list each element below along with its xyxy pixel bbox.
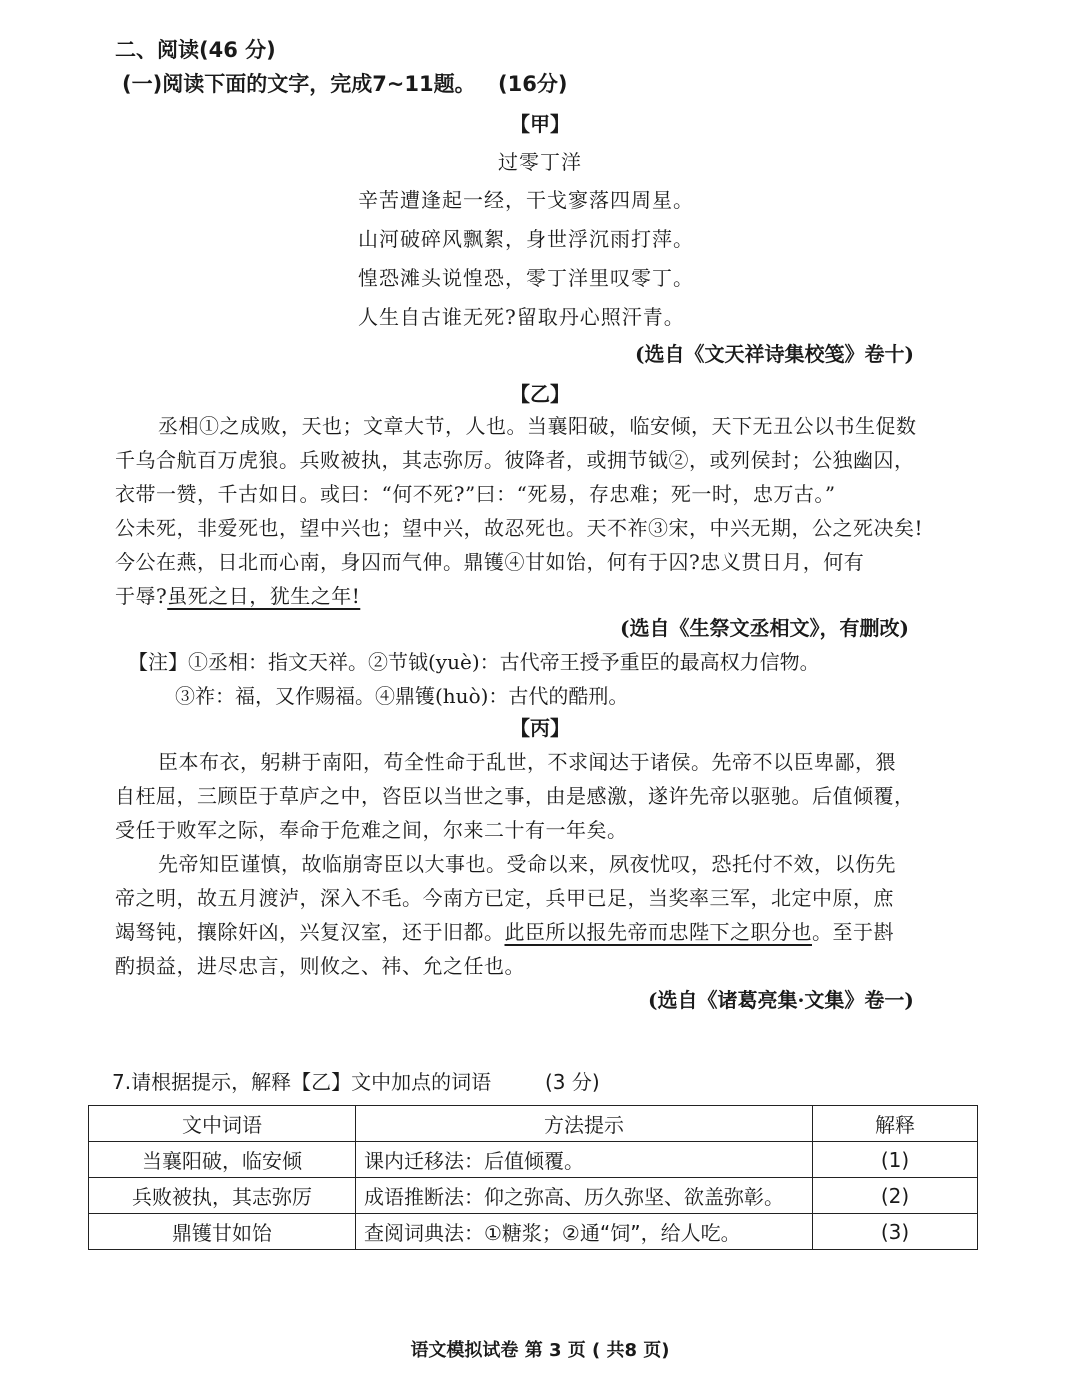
poem-line: 人生自古谁无死?留取丹心照汗青。 (358, 305, 685, 329)
table-cell-answer: (3) (813, 1214, 978, 1250)
yi-line: 公未死，非爱死也，望中兴也；望中兴，故忍死也。天不祚③宋，中兴无期，公之死决矣! (115, 516, 924, 540)
bing-line: 帝之明，故五月渡泸，深入不毛。今南方已定，兵甲已足，当奖率三军，北定中原，庶 (115, 886, 894, 910)
table-row (89, 1214, 978, 1250)
bing-line-6 (115, 916, 894, 945)
table-cell-hint: 课内迁移法：后值倾覆。 (356, 1142, 813, 1178)
yi-line: 今公在燕，日北而心南，身囚而气伸。鼎镬④甘如饴，何有于囚?忠义贯日月，何有 (115, 550, 865, 574)
yi-note-1: 【注】①丞相：指文天祥。②节钺(yuè)：古代帝王授予重臣的最高权力信物。 (128, 650, 820, 674)
bing-line6-underlined: 此臣所以报先帝而忠陛下之职分也 (504, 920, 812, 944)
table-cell-hint: 查阅词典法：①糖浆；②通“饲”，给人吃。 (356, 1214, 813, 1250)
table-cell-word: 鼎镬甘如饴 (89, 1214, 356, 1250)
table-header-row (89, 1106, 978, 1142)
bing-source: (选自《诸葛亮集·文集》卷一) (648, 988, 914, 1012)
question-7-score: (3 分) (545, 1070, 600, 1094)
question-7-text: 7.请根据提示，解释【乙】文中加点的词语 (112, 1070, 492, 1094)
yi-line: 千乌合航百万虎狼。兵败被执，其志弥厉。彼降者，或拥节钺②，或列侯封；公独幽囚， (115, 448, 915, 472)
bing-line: 先帝知臣谨慎，故临崩寄臣以大事也。受命以来，夙夜忧叹，恐托付不效，以伤先 (158, 852, 896, 876)
section-title: 二、阅读(46 分) (115, 38, 276, 62)
table-row (89, 1178, 978, 1214)
table-cell-answer: (2) (813, 1178, 978, 1214)
table-cell-hint: 成语推断法：仰之弥高、历久弥坚、欲盖弥彰。 (356, 1178, 813, 1214)
yi-note-2: ③祚：福，又作赐福。④鼎镬(huò)：古代的酷刑。 (175, 684, 629, 708)
yi-source: (选自《生祭文丞相文》，有删改) (620, 616, 909, 640)
jia-source: (选自《文天祥诗集校笺》卷十) (635, 342, 914, 366)
bing-line: 臣本布衣，躬耕于南阳，苟全性命于乱世，不求闻达于诸侯。先帝不以臣卑鄙，猥 (158, 750, 896, 774)
poem-line: 惶恐滩头说惶恐，零丁洋里叹零丁。 (358, 266, 694, 290)
table-header: 文中词语 (89, 1106, 356, 1142)
poem-title: 过零丁洋 (498, 150, 582, 174)
yi-last-underlined: 虽死之日，犹生之年! (167, 584, 361, 608)
bing-marker: 【丙】 (510, 716, 570, 740)
bing-line-7: 酌损益，进尽忠言，则攸之、祎、允之任也。 (115, 954, 525, 978)
bing-line6-plain-a: 竭驽钝，攘除奸凶，兴复汉室，还于旧都。 (115, 920, 505, 944)
bing-line6-plain-b: 。至于斟 (812, 920, 894, 944)
jia-marker: 【甲】 (510, 112, 570, 136)
table-header: 解释 (813, 1106, 978, 1142)
table-row (89, 1142, 978, 1178)
poem-line: 辛苦遭逢起一经，干戈寥落四周星。 (358, 188, 694, 212)
table-cell-word: 兵败被执，其志弥厉 (89, 1178, 356, 1214)
page-footer: 语文模拟试卷 第 3 页 ( 共8 页) (410, 1340, 670, 1361)
poem-line: 山河破碎风飘絮，身世浮沉雨打萍。 (358, 227, 694, 251)
table-cell-word: 当襄阳破，临安倾 (89, 1142, 356, 1178)
yi-last-plain: 于辱? (115, 584, 168, 608)
yi-line: 衣带一赞，千古如日。或曰：“何不死?”曰：“死易，存忠难；死一时，忠万古。” (115, 482, 836, 506)
table-cell-answer: (1) (813, 1142, 978, 1178)
yi-line-last (115, 580, 360, 609)
yi-line: 丞相①之成败，天也；文章大节，人也。当襄阳破，临安倾，天下无丑公以书生促数 (158, 414, 917, 438)
question-table (88, 1105, 978, 1250)
yi-marker: 【乙】 (510, 382, 570, 406)
subsection-score: (16分) (498, 72, 568, 96)
subsection-title: (一)阅读下面的文字，完成7~11题。 (122, 72, 476, 96)
bing-line: 自枉屈，三顾臣于草庐之中，咨臣以当世之事，由是感激，遂许先帝以驱驰。后值倾覆， (115, 784, 915, 808)
bing-line: 受任于败军之际，奉命于危难之间，尔来二十有一年矣。 (115, 818, 628, 842)
table-header: 方法提示 (356, 1106, 813, 1142)
